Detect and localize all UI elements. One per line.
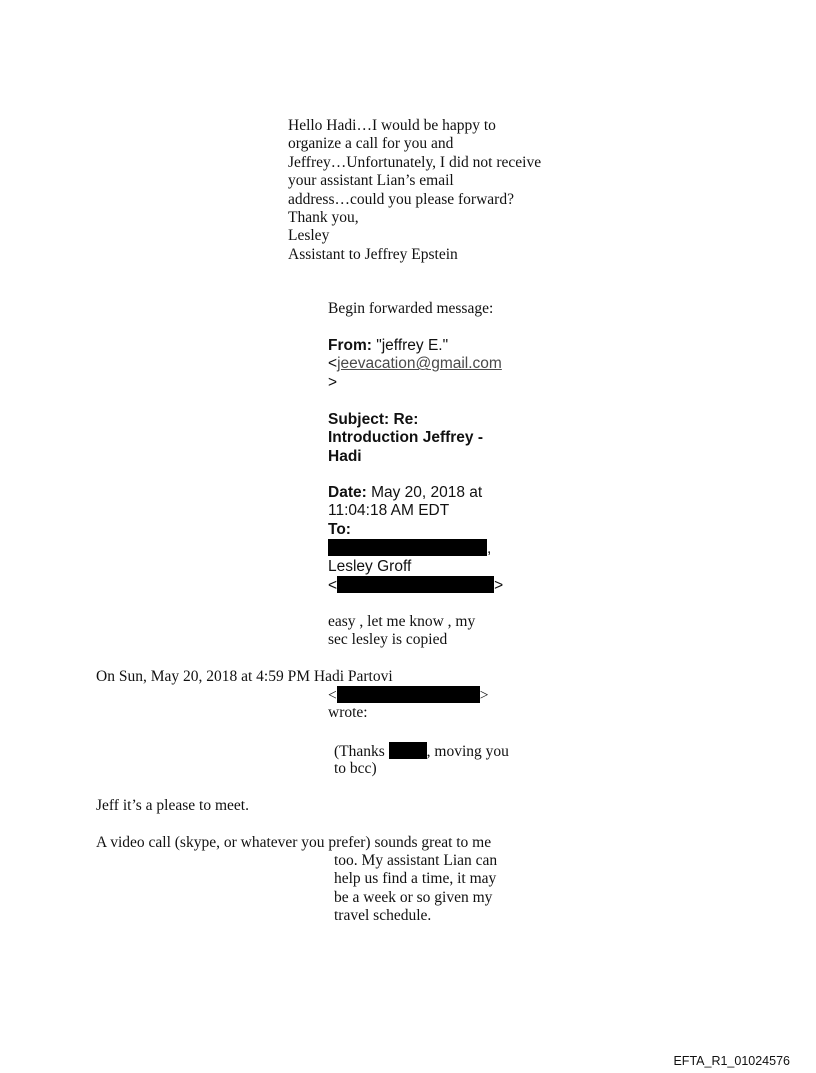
to-comma: , <box>487 540 492 558</box>
quoted-email <box>328 686 489 723</box>
to-gt: > <box>494 576 504 594</box>
video-line: help us find a time, it may <box>334 870 497 888</box>
forwarded-intro: Begin forwarded message: <box>328 300 494 317</box>
quoted-video-rest <box>334 852 497 926</box>
forwarded-body <box>328 613 475 650</box>
date-value-2: 11:04:18 AM EDT <box>328 502 450 520</box>
quoted-video-first: A video call (skype, or whatever you prefer) sounds great to me <box>96 834 492 851</box>
video-line: travel schedule. <box>334 907 432 925</box>
subject-line: Re: <box>393 411 419 428</box>
quoted-thanks <box>334 742 509 779</box>
from-lt: < <box>328 355 338 373</box>
document-id: EFTA_R1_01024576 <box>673 1054 790 1068</box>
date-label: Date: <box>328 484 367 501</box>
quoted-lt: < <box>328 687 337 704</box>
reply-line: address…could you please forward? <box>288 190 514 208</box>
date-value: May 20, 2018 at <box>371 484 483 501</box>
to-lt: < <box>328 576 338 594</box>
thanks-open: (Thanks <box>334 743 385 760</box>
reply-line: Jeffrey…Unfortunately, I did not receive <box>288 153 542 171</box>
to-name: Lesley Groff <box>328 557 412 575</box>
from-gt: > <box>328 373 338 391</box>
quoted-meet: Jeff it’s a please to meet. <box>96 797 249 814</box>
subject-label: Subject: <box>328 411 390 428</box>
from-email-link[interactable]: jeevacation@gmail.com <box>337 355 502 373</box>
from-label: From: <box>328 337 372 354</box>
quoted-gt: > <box>479 687 489 704</box>
redaction-box <box>337 576 494 593</box>
body-line: easy , let me know , my <box>328 613 476 630</box>
quoted-wrote: wrote: <box>328 704 368 722</box>
reply-line: Lesley <box>288 227 330 245</box>
forwarded-from <box>328 337 502 392</box>
reply-line: Hello Hadi…I would be happy to <box>288 117 496 134</box>
reply-line: Thank you, <box>288 208 359 226</box>
reply-message <box>288 117 541 264</box>
from-name: "jeffrey E." <box>376 337 449 354</box>
subject-line: Hadi <box>328 447 362 465</box>
body-line: sec lesley is copied <box>328 631 448 649</box>
redaction-box <box>389 742 427 759</box>
thanks-rest: , moving you <box>426 743 509 760</box>
reply-line: Assistant to Jeffrey Epstein <box>288 245 458 263</box>
to-label: To: <box>328 520 351 538</box>
subject-line: Introduction Jeffrey - <box>328 429 484 447</box>
video-line: be a week or so given my <box>334 888 493 906</box>
reply-line: organize a call for you and <box>288 135 454 153</box>
reply-line: your assistant Lian’s email <box>288 172 454 190</box>
quoted-header: On Sun, May 20, 2018 at 4:59 PM Hadi Partovi <box>96 668 393 685</box>
forwarded-subject <box>328 411 483 466</box>
forwarded-date-to <box>328 484 503 594</box>
redaction-box <box>328 539 487 556</box>
redaction-box <box>337 686 480 703</box>
video-line: too. My assistant Lian can <box>334 852 498 869</box>
thanks-line2: to bcc) <box>334 760 377 778</box>
